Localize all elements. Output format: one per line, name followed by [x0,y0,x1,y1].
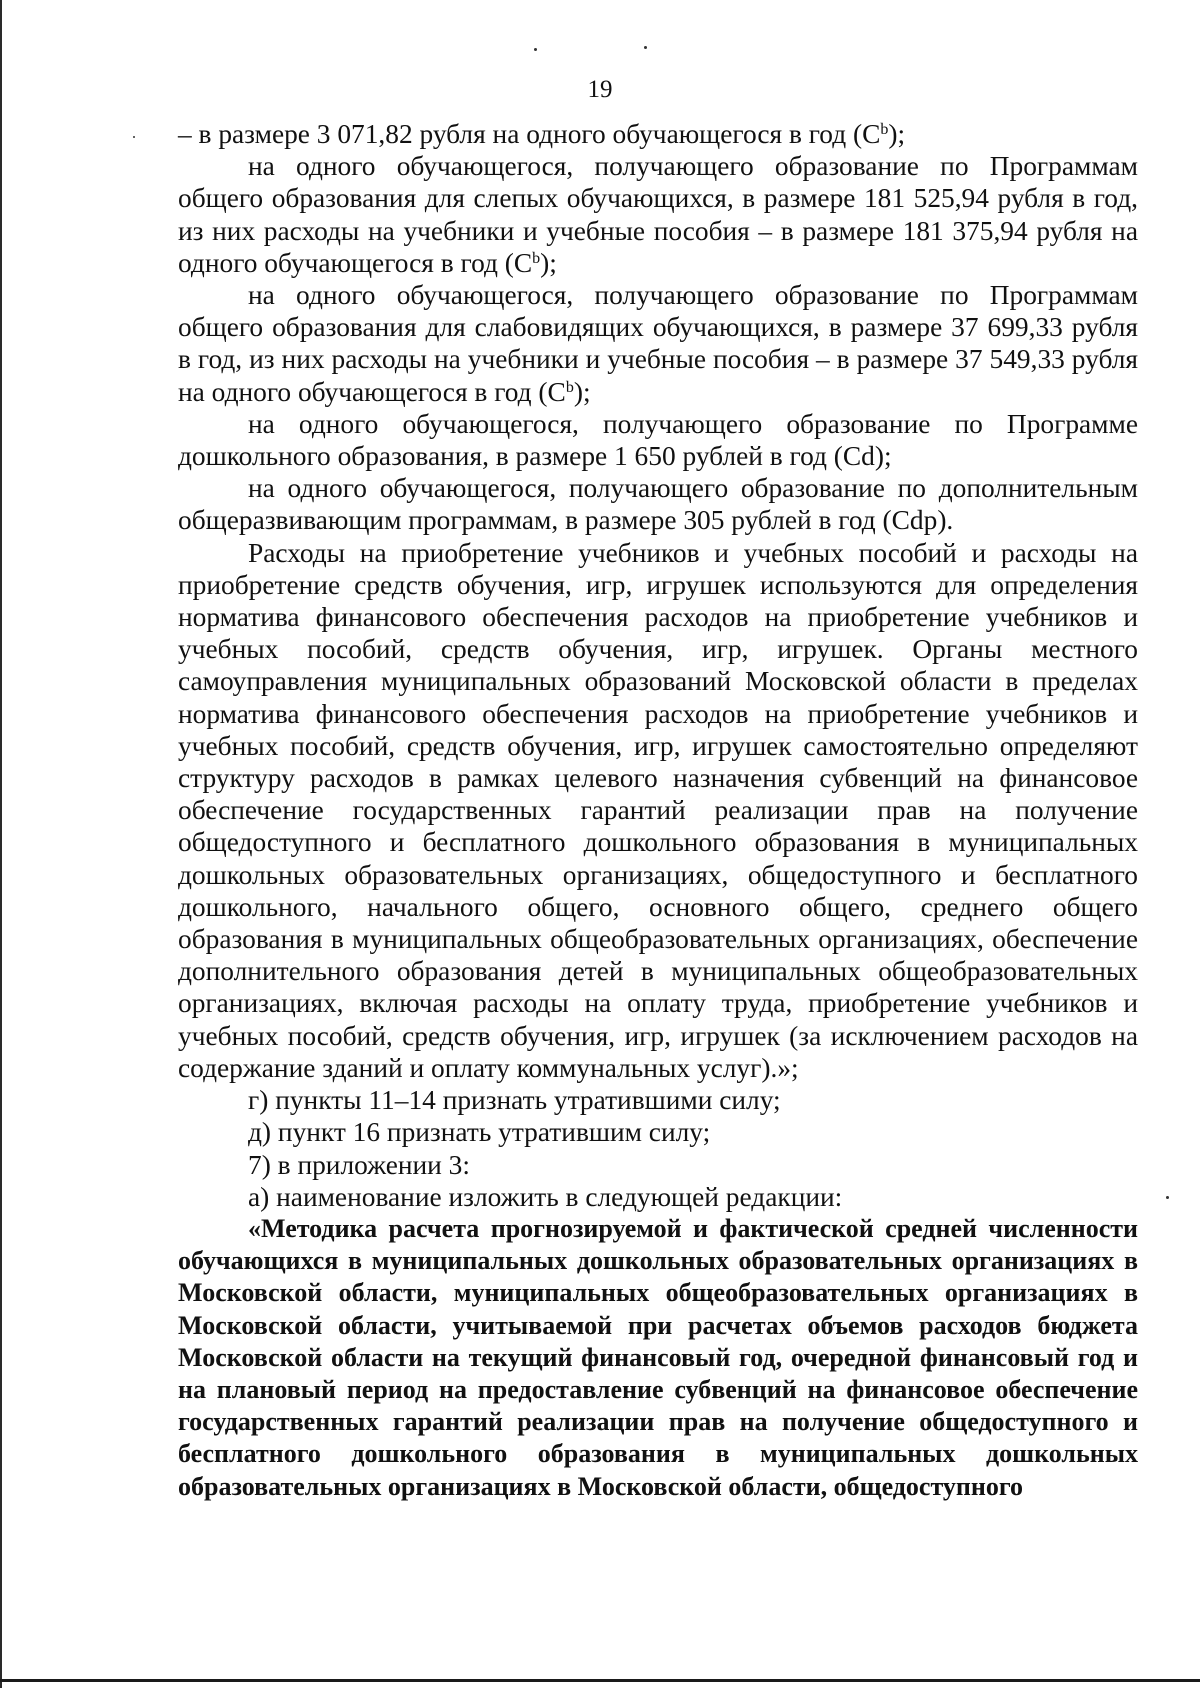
paragraph-item-7: 7) в приложении 3: [248,1149,470,1180]
paragraph-additional-programs: на одного обучающегося, получающего образование по дополнительным общеразвивающим программам, в размере 305 рублей в год (Cdp). [178,473,1138,536]
paragraph-visually-impaired-students [178,279,1138,408]
paragraph-tail: ); [540,247,557,278]
page-number: 19 [587,76,613,103]
paragraph-item-d: д) пункт 16 признать утратившим силу; [248,1117,711,1148]
scan-speck [644,46,647,49]
paragraph-text: на одного обучающегося, получающего образование по Программам общего образования для слабовидящих обучающихся, в размере 37 699,33 рубля в год, из них расходы на учебники и учебные пособия – в размере 37 549,33 рубля на одного обучающегося в год (C [178,280,1138,407]
scan-speck [534,48,537,51]
paragraph-text: на одного обучающегося, получающего образование по Программам общего образования для слепых обучающихся, в размере 181 525,94 рубля в год, из них расходы на учебники и учебные пособия – в размере 181 375,94 рубля на одного обучающегося в год (C [178,151,1138,278]
paragraph-tail: ); [888,119,906,149]
paragraph-expenses: Расходы на приобретение учебников и учебных пособий и расходы на приобретение средств обучения, игр, игрушек используются для определения норматива финансового обеспечения расходов на приобретение учебников и учебных пособий, средств обучения, игр, игрушек. Органы местного самоуправления муниципальных образований Московской области в пределах норматива финансового обеспечения расходов на приобретение учебников и учебных пособий, средств обучения, игр, игрушек самостоятельно определяют структуру расходов в рамках целевого назначения субвенций на финансовое обеспечение государственных гарантий реализации прав на получение общедоступного и бесплатного дошкольного образования в муниципальных дошкольных образовательных организациях, общедоступного и бесплатного дошкольного, начального общего, основного общего, среднего общего образования в муниципальных общеобразовательных организациях, обеспечение дополнительного образования детей в муниципальных общеобразовательных организациях, включая расходы на оплату труда, приобретение учебников и учебных пособий, средств обучения, игр, игрушек (за исключением расходов на содержание зданий и оплату коммунальных услуг).»; [178,537,1138,1083]
paragraph-method-title: «Методика расчета прогнозируемой и фактической средней численности обучающихся в муниципальных дошкольных образовательных организациях в Московской области, муниципальных общеобразовательных организациях в Московской области, учитываемой при расчетах объемов расходов бюджета Московской области на текущий финансовый год, очередной финансовый год и на плановый период на предоставление субвенций на финансовое обеспечение государственных гарантий реализации прав на получение общедоступного и бесплатного дошкольного образования в муниципальных дошкольных образовательных организациях в Московской области, общедоступного [178,1213,1138,1501]
paragraph-blind-students [178,150,1138,279]
document-body [178,118,1138,1503]
paragraph-text: – в размере 3 071,82 рубля на одного обучающегося в год (C [178,119,881,149]
superscript: b [532,249,541,267]
superscript: b [565,378,574,396]
superscript: b [880,121,889,138]
paragraph-tail: ); [573,376,591,407]
paragraph-rate-line [178,118,1138,150]
paragraph-item-g: г) пункты 11–14 признать утратившими силу; [248,1085,781,1116]
paragraph-preschool: на одного обучающегося, получающего образование по Программе дошкольного образования, в размере 1 650 рублей в год (Cd); [178,408,1138,472]
paragraph-item-a: а) наименование изложить в следующей редакции: [248,1181,843,1212]
scan-left-edge [0,0,2,1688]
scan-speck [133,136,135,138]
scan-speck [1166,1196,1169,1199]
scan-bottom-edge [0,1679,1200,1682]
